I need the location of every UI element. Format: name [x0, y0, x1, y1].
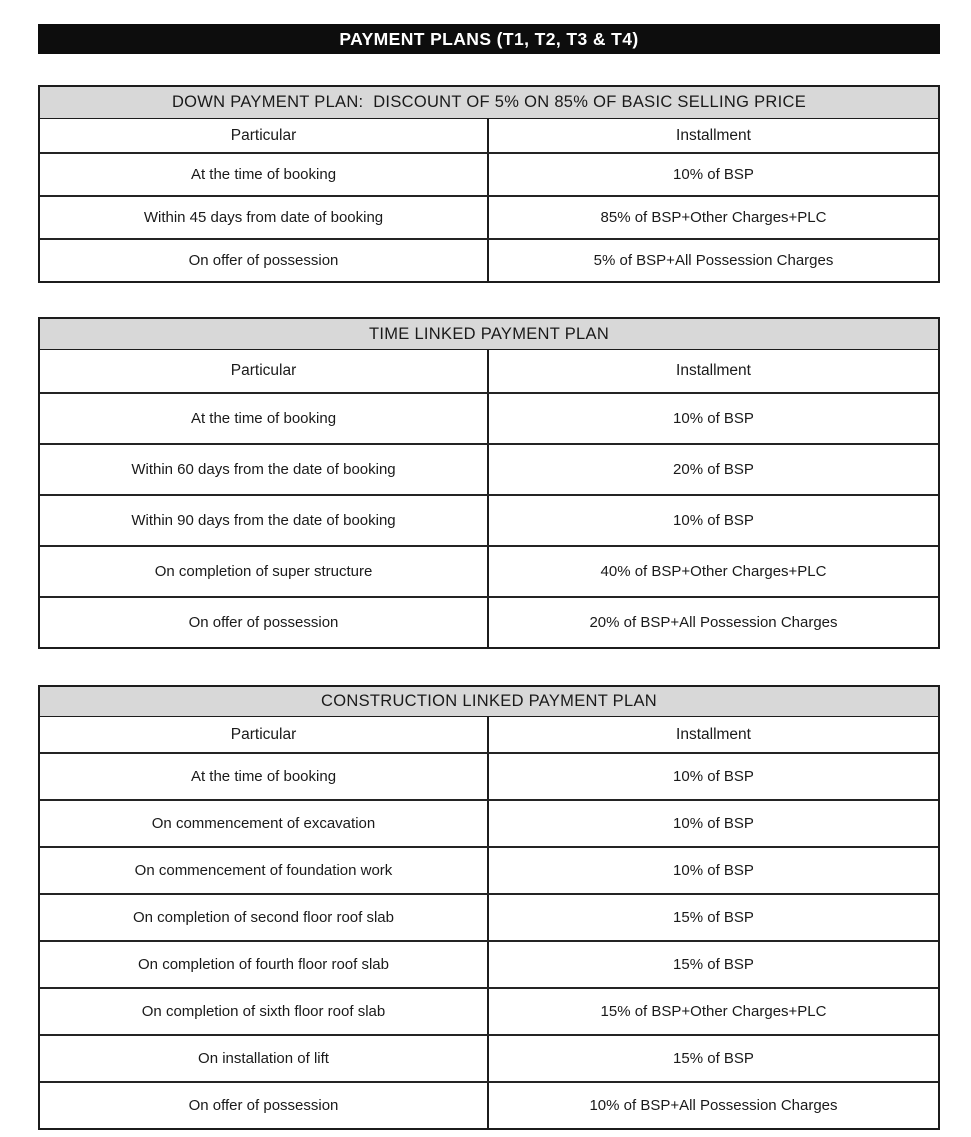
- particular-cell: Within 60 days from the date of booking: [40, 445, 489, 494]
- table-row: [40, 154, 938, 197]
- installment-cell: 10% of BSP+All Possession Charges: [589, 1097, 838, 1114]
- table-row: [40, 394, 938, 445]
- particular-cell: Within 45 days from date of booking: [40, 197, 489, 238]
- table-row: [40, 445, 938, 496]
- table-title: DOWN PAYMENT PLAN: DISCOUNT OF 5% ON 85% OF BASIC SELLING PRICE: [40, 87, 938, 119]
- installment-column-header: Installment: [676, 362, 751, 379]
- particular-column-header: Particular: [40, 350, 489, 392]
- installment-cell: 10% of BSP: [673, 410, 754, 427]
- table-row: [40, 240, 938, 281]
- particular-column-header: Particular: [40, 717, 489, 752]
- page-title: PAYMENT PLANS (T1, T2, T3 & T4): [339, 28, 639, 49]
- particular-cell: On installation of lift: [40, 1036, 489, 1081]
- table-row: [40, 848, 938, 895]
- column-header-row: [40, 350, 938, 394]
- installment-cell: 10% of BSP: [673, 862, 754, 879]
- installment-cell: 15% of BSP: [673, 909, 754, 926]
- particular-cell: On completion of sixth floor roof slab: [40, 989, 489, 1034]
- table-title: TIME LINKED PAYMENT PLAN: [40, 319, 938, 350]
- installment-cell: 10% of BSP: [673, 166, 754, 183]
- installment-column-header: Installment: [676, 725, 751, 743]
- column-header-row: [40, 717, 938, 754]
- table-row: [40, 1083, 938, 1128]
- table-row: [40, 1036, 938, 1083]
- table-row: [40, 942, 938, 989]
- installment-cell: 15% of BSP: [673, 956, 754, 973]
- payment-plan-table: [38, 685, 940, 1130]
- particular-cell: On completion of fourth floor roof slab: [40, 942, 489, 987]
- particular-cell: On offer of possession: [40, 240, 489, 281]
- particular-cell: On commencement of excavation: [40, 801, 489, 846]
- particular-cell: On completion of second floor roof slab: [40, 895, 489, 940]
- table-row: [40, 598, 938, 647]
- installment-cell: 10% of BSP: [673, 512, 754, 529]
- installment-cell: 20% of BSP: [673, 461, 754, 478]
- table-row: [40, 547, 938, 598]
- installment-cell: 40% of BSP+Other Charges+PLC: [600, 563, 827, 580]
- particular-column-header: Particular: [40, 119, 489, 152]
- table-row: [40, 496, 938, 547]
- installment-cell: 10% of BSP: [673, 815, 754, 832]
- particular-cell: At the time of booking: [40, 754, 489, 799]
- installment-cell: 15% of BSP+Other Charges+PLC: [600, 1003, 827, 1020]
- table-row: [40, 801, 938, 848]
- installment-cell: 5% of BSP+All Possession Charges: [593, 252, 834, 269]
- particular-cell: Within 90 days from the date of booking: [40, 496, 489, 545]
- page-title-bar: [38, 24, 940, 54]
- payment-plan-table: [38, 317, 940, 649]
- installment-cell: 15% of BSP: [673, 1050, 754, 1067]
- table-row: [40, 754, 938, 801]
- table-row: [40, 197, 938, 240]
- table-row: [40, 895, 938, 942]
- installment-cell: 85% of BSP+Other Charges+PLC: [600, 209, 827, 226]
- table-row: [40, 989, 938, 1036]
- installment-cell: 20% of BSP+All Possession Charges: [589, 614, 838, 631]
- particular-cell: On commencement of foundation work: [40, 848, 489, 893]
- installment-column-header: Installment: [676, 126, 751, 144]
- payment-plan-table: [38, 85, 940, 283]
- particular-cell: At the time of booking: [40, 394, 489, 443]
- tables-container: [38, 85, 940, 1130]
- particular-cell: On offer of possession: [40, 598, 489, 647]
- particular-cell: On offer of possession: [40, 1083, 489, 1128]
- table-title: CONSTRUCTION LINKED PAYMENT PLAN: [40, 687, 938, 717]
- installment-cell: 10% of BSP: [673, 768, 754, 785]
- column-header-row: [40, 119, 938, 154]
- particular-cell: On completion of super structure: [40, 547, 489, 596]
- particular-cell: At the time of booking: [40, 154, 489, 195]
